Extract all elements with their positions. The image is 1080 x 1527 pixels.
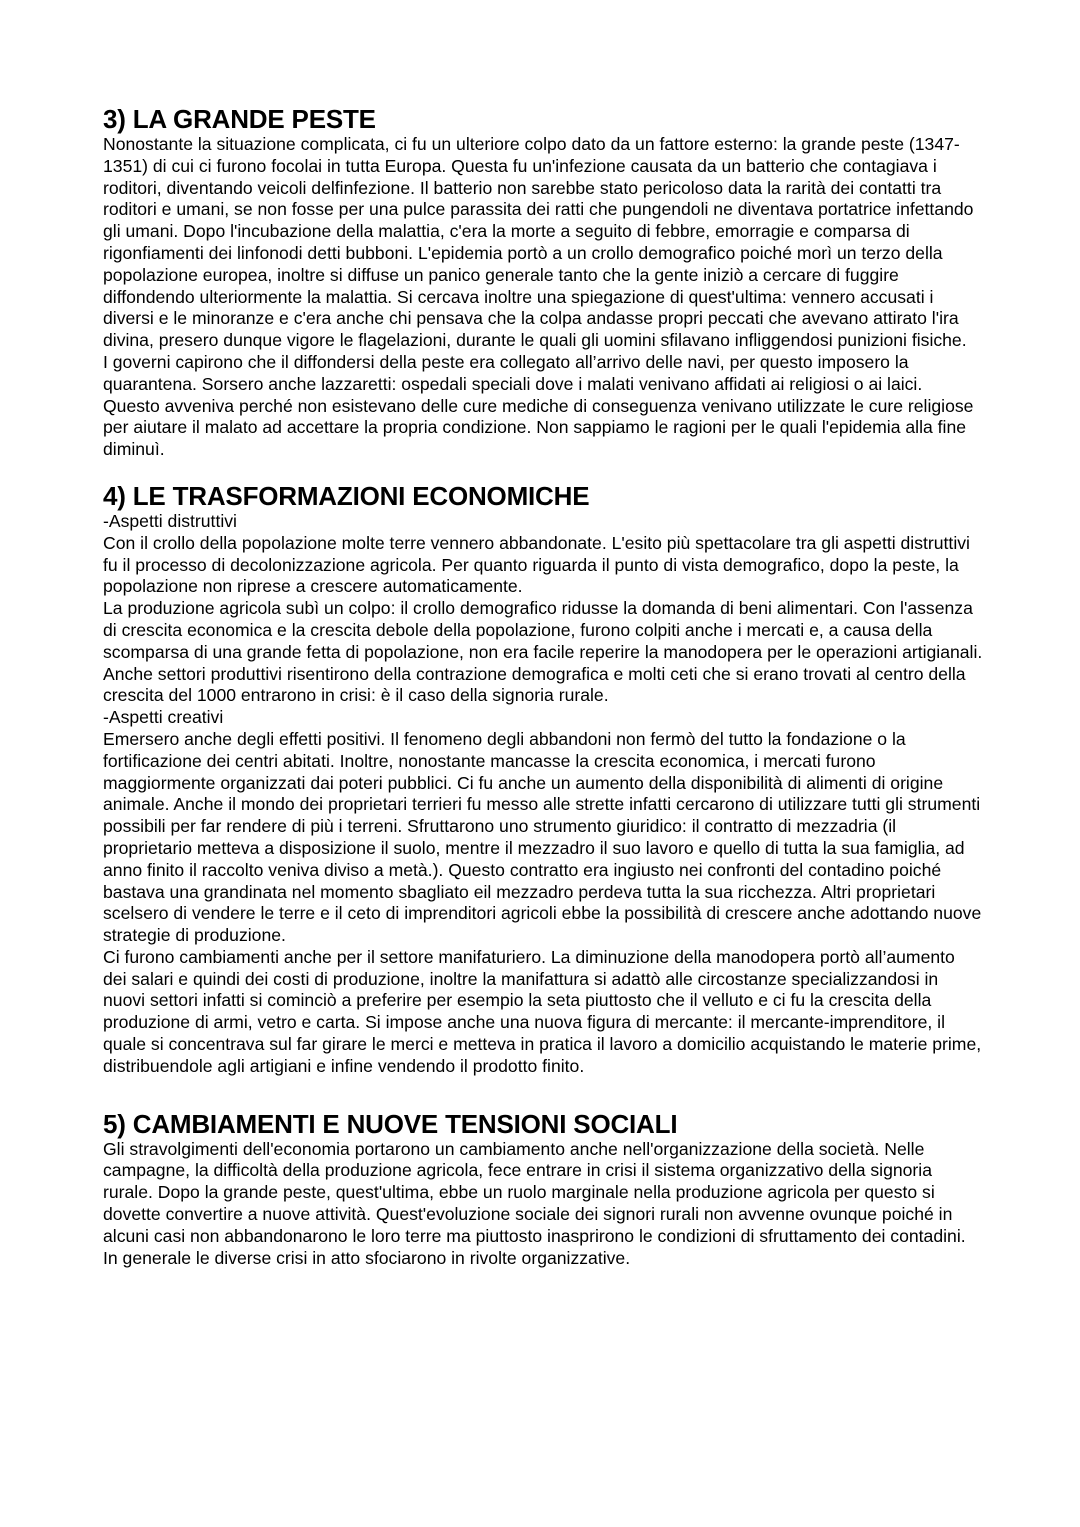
section-grande-peste	[103, 104, 983, 461]
section-title: 3) LA GRANDE PESTE	[103, 104, 376, 134]
paragraph: Gli stravolgimenti dell'economia portarono un cambiamento anche nell'organizzazione della società. Nelle campagne, la difficoltà della produzione agricola, fece entrare in crisi il sistema organizzativo della signoria rurale. Dopo la grande peste, quest'ultima, ebbe un ruolo marginale nella produzione agricola per questo si dovette convertire a nuove attività. Quest'evoluzione sociale dei signori rurali non avvenne ovunque poiché in alcuni casi non abbandonarono le loro terre ma piuttosto inasprirono le condizioni di sfruttamento dei contadini. In generale le diverse crisi in atto sfociarono in rivolte organizzative.	[103, 1138, 966, 1268]
paragraph: Ci furono cambiamenti anche per il settore manifaturiero. La diminuzione della manodopera portò all’aumento dei salari e quindi dei costi di produzione, inoltre la manifattura si adattò alle circostanze specializzandosi in nuovi settori infatti si cominciò a preferire per esempio la seta piuttosto che il velluto e ci fu la crescita della produzione di armi, vetro e carta. Si impose anche una nuova figura di mercante: il mercante-imprenditore, il quale si concentrava sul far girare le merci e metteva in pratica il lavoro a domicilio acquistando le materie prime, distribuendole agli artigiani e infine vendendo il prodotto finito.	[103, 946, 982, 1076]
section-trasformazioni-economiche	[103, 481, 983, 1078]
paragraph: Emersero anche degli effetti positivi. Il fenomeno degli abbandoni non fermò del tutto la fondazione o la fortificazione dei centri abitati. Inoltre, nonostante mancasse la crescita economica, i mercati furono maggiormente organizzati dai poteri pubblici. Ci fu anche un aumento della disponibilità di alimenti di origine animale. Anche il mondo dei proprietari terrieri fu messo alle strette infatti cercarono di utilizzare tutti gli strumenti possibili per far rendere di più i terreni. Sfruttarono uno strumento giuridico: il contratto di mezzadria (il proprietario metteva a disposizione il suolo, mentre il mezzadro il suo lavoro e quello di tutta la sua famiglia, ad anno finito il raccolto veniva diviso a metà.). Questo contratto era ingiusto nei confronti del contadino poiché bastava una grandinata nel momento sbagliato eil mezzadro perdeva tutta la sua ricchezza. Altri proprietari scelsero di vendere le terre e il ceto di imprenditori agricoli ebbe la possibilità di crescere anche adottando nuove strategie di produzione.	[103, 728, 982, 946]
section-title: 4) LE TRASFORMAZIONI ECONOMICHE	[103, 480, 590, 511]
subheading: -Aspetti distruttivi	[103, 510, 237, 531]
paragraph: La produzione agricola subì un colpo: il crollo demografico ridusse la domanda di beni alimentari. Con l'assenza di crescita economica e la crescita debole della popolazione, furono colpiti anche i mercati e, a causa della scomparsa di una grande fetta di popolazione, non era facile reperire la manodopera per le operazioni artigianali. Anche settori produttivi risentirono della contrazione demografica e molti ceti che si erano trovati al centro della crescita del 1000 entrarono in crisi: è il caso della signoria rurale.	[103, 598, 983, 706]
paragraph: I governi capirono che il diffondersi della peste era collegato all’arrivo delle navi, per questo imposero la quarantena. Sorsero anche lazzaretti: ospedali speciali dove i malati venivano affidati ai religiosi o ai laici. Questo avveniva perché non esistevano delle cure mediche di conseguenza venivano utilizzate le cure religiose per aiutare il malato ad accettare la propria condizione. Non sappiamo le ragioni per le quali l'epidemia alla fine diminuì.	[103, 351, 974, 460]
paragraph: Con il crollo della popolazione molte terre vennero abbandonate. L'esito più spettacolare tra gli aspetti distruttivi fu il processo di decolonizzazione agricola. Per quanto riguarda il punto di vista demografico, dopo la peste, la popolazione non riprese a crescere automaticamente.	[103, 532, 970, 597]
section-tensioni-sociali	[103, 1109, 983, 1270]
subheading: -Aspetti creativi	[103, 707, 224, 728]
document-page	[103, 100, 983, 1269]
paragraph: Nonostante la situazione complicata, ci fu un ulteriore colpo dato da un fattore esterno: la grande peste (1347-1351) di cui ci furono focolai in tutta Europa. Questa fu un'infezione causata da un batterio che contagiava i roditori, diventando veicoli delfinfezione. Il batterio non sarebbe stato pericoloso data la rarità dei contatti tra roditori e umani, se non fosse per una pulce parassita dei ratti che pungendoli ne diventava portatrice infettando gli umani. Dopo l'incubazione della malattia, c'era la morte a seguito di febbre, emorragie e comparsa di rigonfiamenti dei linfonodi detti bubboni. L'epidemia portò a un crollo demografico poiché morì un terzo della popolazione europea, inoltre si diffuse un panico generale tanto che la gente iniziò a cercare di fuggire diffondendo ulteriormente la malattia. Si cercava inoltre una spiegazione di quest'ultima: vennero accusati i diversi e le minoranze e c'era anche chi pensava che la colpa andasse propri peccati che avevano attirato l'ira divina, presero dunque vigore le flagelazioni, durante le quali gli uomini sfilavano infliggendosi punizioni fisiche.	[103, 134, 974, 351]
section-title: 5) CAMBIAMENTI E NUOVE TENSIONI SOCIALI	[103, 1108, 678, 1139]
